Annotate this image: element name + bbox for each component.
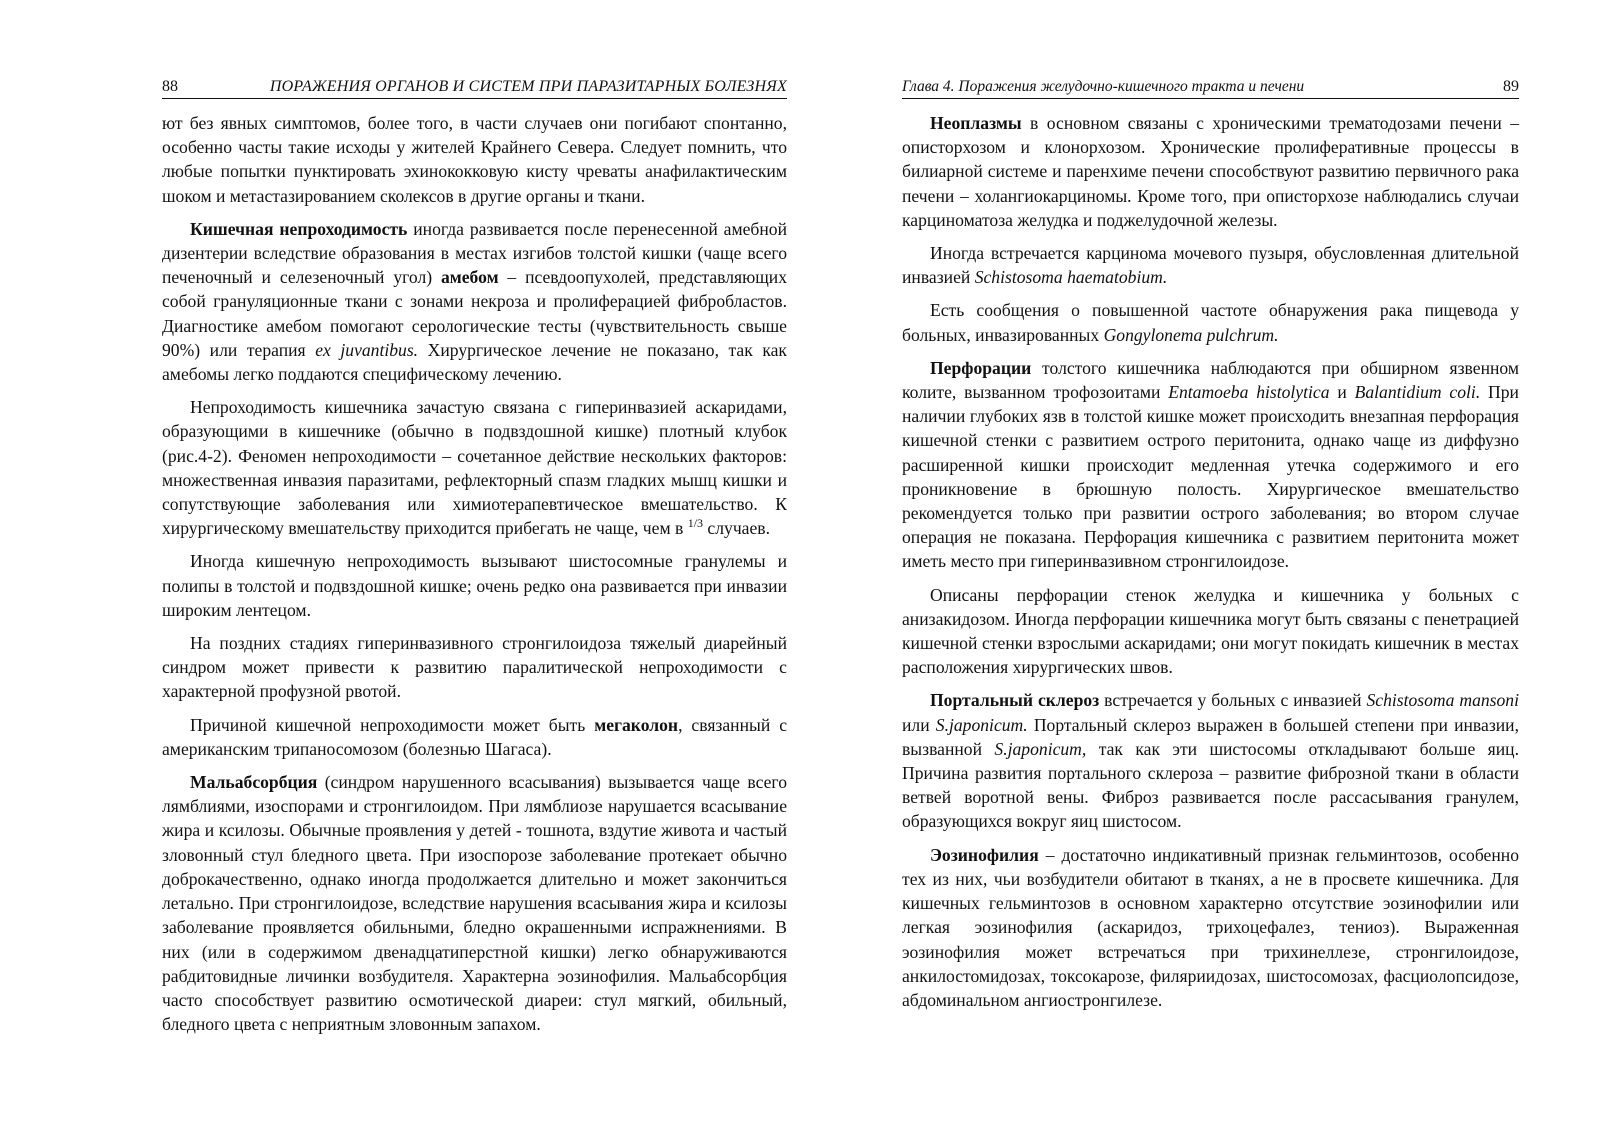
term-intestinal-obstruction: Кишечная непроходимость bbox=[190, 218, 408, 239]
right-paragraph-1: Неоплазмы в основном связаны с хроническими трематодозами печени – описторхозом и клонорхозом. Хронические пролиферативные процессы в билиарной системе и паренхиме печени способствуют развитию первичного рака печени – холангиокарциномы. Кроме того, при описторхозе наблюдались случаи карциноматоза желудка и поджелудочной железы. bbox=[902, 113, 1519, 230]
term-neoplasms: Неоплазмы bbox=[930, 113, 1022, 133]
term-malabsorption: Мальабсорбция bbox=[190, 772, 318, 793]
left-paragraph-7: Мальабсорбция (синдром нарушенного всасывания) вызывается чаще всего лямблиями, изоспорами и стронгилоидом. При лямблиозе нарушается всасывание жира и ксилозы. Обычные проявления у детей - тошнота, вздутие живота и частый зловонный стул бледного цвета. При изоспорозе заболевание протекает обычно доброкачественно, однако иногда продолжается длительно и может закончиться летально. При стронгилоидозе, вследствие нарушения всасывания жира и ксилозы заболевание проявляется обильными, бледно окрашенными испражнениями. В них (или в содержимом двенадцатиперстной кишки) легко обнаруживаются рабдитовидные личинки возбудителя. Характерна эозинофилия. Мальабсорбция часто способствует развитию осмотической диареи: стул мягкий, обильный, бледного цвета с неприятным зловонным запахом. bbox=[162, 772, 787, 1035]
left-running-head-title: ПОРАЖЕНИЯ ОРГАНОВ И СИСТЕМ ПРИ ПАРАЗИТАРНЫХ БОЛЕЗНЯХ bbox=[269, 78, 787, 95]
right-page bbox=[902, 78, 1519, 1021]
right-paragraph-6: Портальный склероз встречается у больных с инвазией Schistosoma mansoni или S.japonicum. Портальный склероз выражен в большей степени при инвазии, вызванной S.japonicum, так как эти шистосомы откладывают больше яиц. Причина развития портального склероза – развитие фиброзной ткани в области ветвей воротной вены. Фиброз развивается после рассасывания гранулем, образующихся вокруг яиц шистосом. bbox=[902, 690, 1520, 832]
right-paragraph-5: Описаны перфорации стенок желудка и кишечника у больных с анизакидозом. Иногда перфорации кишечника могут быть связаны с пенетрацией кишечной стенки взрослыми аскаридами; они могут покидать кишечник в местах расположения хирургических швов. bbox=[902, 584, 1519, 678]
left-paragraph-4: Иногда кишечную непроходимость вызывают шистосомные гранулемы и полипы в толстой и подвздошной кишке; очень редко она развивается при инвазии широким лентецом. bbox=[162, 551, 787, 620]
latin-species: S.japonicum. bbox=[935, 714, 1028, 735]
left-paragraph-3: Непроходимость кишечника зачастую связана с гиперинвазией аскаридами, образующими в кишечнике (обычно в подвздошной кишке) плотный клубок (рис.4-2). Феномен непроходимости – сочетанное действие нескольких факторов: множественная инвазия паразитами, рефлекторный спазм гладких мышц кишки и сопутствующие заболевания или химиотерапевтическое вмешательство. К хирургическому вмешательству приходится прибегать не чаще, чем в $^{1/3}$ случаев. bbox=[162, 397, 787, 539]
latin-phrase: ex juvantibus. bbox=[315, 339, 419, 360]
latin-species: Schistosoma mansoni bbox=[1366, 690, 1519, 711]
right-running-head bbox=[902, 78, 1519, 99]
left-paragraph-5: На поздних стадиях гиперинвазивного стронгилоидоза тяжелый диарейный синдром может привести к развитию паралитической непроходимости с характерной профузной рвотой. bbox=[162, 633, 787, 702]
left-paragraph-1: ют без явных симптомов, более того, в части случаев они погибают спонтанно, особенно часты такие исходы у жителей Крайнего Севера. Следует помнить, что любые попытки пунктировать эхинококковую кисту чреваты анафилактическим шоком и метастазированием сколексов в другие органы и ткани. bbox=[162, 113, 787, 206]
term-portal-sclerosis: Портальный склероз bbox=[930, 690, 1100, 711]
term-megacolon: мегаколон bbox=[594, 714, 679, 735]
left-page-number: 88 bbox=[162, 78, 178, 95]
right-page-number: 89 bbox=[1503, 78, 1519, 95]
left-paragraph-6: Причиной кишечной непроходимости может быть мегаколон, связанный с американским трипаносомозом (болезнью Шагаса). bbox=[162, 714, 788, 759]
fraction-one-third: 1/3 bbox=[687, 516, 704, 531]
right-paragraph-7: Эозинофилия – достаточно индикативный признак гельминтозов, особенно тех из них, чьи возбудители обитают в тканях, а не в просвете кишечника. Для кишечных гельминтозов в основном характерно отсутствие эозинофилии или легкая эозинофилия (аскаридоз, трихоцефалез, тениоз). Выраженная эозинофилия может встречаться при трихинеллезе, стронгилоидозе, анкилостомидозах, токсокарозе, филяриидозах, шистосомозах, фасциолопсидозе, абдоминальном ангиостронгилезе. bbox=[902, 844, 1519, 1010]
right-paragraph-4: Перфорации толстого кишечника наблюдаются при обширном язвенном колите, вызванном трофозоитами Entamoeba histolytica и Balantidium coli. При наличии глубоких язв в толстой кишке может происходить внезапная перфорация кишечной стенки с развитием острого перитонита, однако чаще из диффузно расширенной кишки происходит медленная утечка содержимого и его проникновение в брюшную полость. Хирургическое вмешательство рекомендуется только при развитии острого заболевания; во втором случае операция не показана. Перфорация кишечника с развитием перитонита может иметь место при гиперинвазивном стронгилоидозе. bbox=[902, 357, 1519, 572]
latin-species: Schistosoma haematobium. bbox=[974, 267, 1168, 288]
term-perforations: Перфорации bbox=[930, 357, 1032, 378]
right-paragraph-3: Есть сообщения о повышенной частоте обнаружения рака пищевода у больных, инвазированных Gongylonema pulchrum. bbox=[902, 300, 1519, 345]
latin-species: S.japonicum, bbox=[994, 738, 1087, 759]
right-running-head-title: Глава 4. Поражения желудочно-кишечного тракта и печени bbox=[902, 78, 1305, 95]
latin-species: Entamoeba histolytica bbox=[1168, 382, 1330, 403]
right-paragraph-2: Иногда встречается карцинома мочевого пузыря, обусловленная длительной инвазией Schistosoma haematobium. bbox=[902, 243, 1519, 288]
left-page bbox=[162, 78, 787, 1045]
term-ameboma: амебом bbox=[440, 267, 499, 288]
left-paragraph-2: Кишечная непроходимость иногда развивается после перенесенной амебной дизентерии вследствие образования в местах изгибов толстой кишки (чаще всего печеночный и селезеночный угол) амебом – псевдоопухолей, представляющих собой грануляционные ткани с зонами некроза и пролиферацией фибробластов. Диагностике амебом помогают серологические тесты (чувствительность свыше 90%) или терапия ex juvantibus. Хирургическое лечение не показано, так как амебомы легко поддаются специфическому лечению. bbox=[162, 218, 787, 385]
term-eosinophilia: Эозинофилия bbox=[930, 844, 1039, 865]
left-running-head bbox=[162, 78, 787, 99]
latin-species: Balantidium coli. bbox=[1354, 382, 1481, 403]
latin-species: Gongylonema pulchrum. bbox=[1103, 324, 1279, 345]
